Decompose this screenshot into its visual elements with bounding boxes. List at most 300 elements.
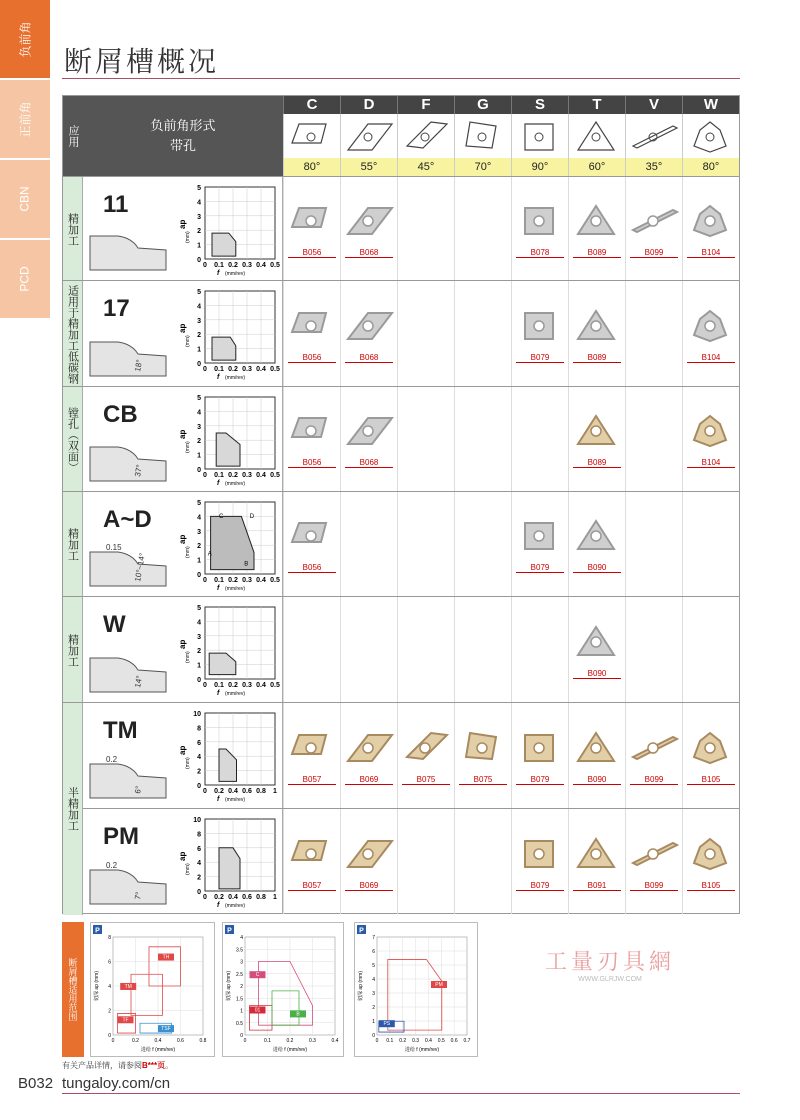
insert-shape-f <box>397 114 454 158</box>
range-chart-y-tick: 0 <box>108 1033 111 1039</box>
insert-image <box>572 200 622 240</box>
chart-range-region <box>212 233 236 256</box>
chart-y-tick: 10 <box>193 711 201 718</box>
chart-y-tick: 1 <box>197 346 201 354</box>
catalog-page-link[interactable]: B079 <box>516 881 564 891</box>
insert-outline <box>407 122 447 148</box>
insert-cell-d <box>340 703 397 808</box>
insert-outline <box>525 124 553 150</box>
insert-hole <box>591 849 601 859</box>
chart-y-tick: 0 <box>197 361 201 368</box>
header-application: 应用 <box>63 96 83 176</box>
chart-x-tick: 0 <box>203 682 207 689</box>
insert-cell-c <box>283 703 340 808</box>
insert-image <box>401 727 451 767</box>
chart-x-label: f <box>217 480 220 487</box>
range-chart-2 <box>222 922 344 1057</box>
chart-x-label: f <box>217 585 220 592</box>
breaker-form-cell <box>83 492 283 596</box>
insert-shape-g <box>454 114 511 158</box>
insert-image <box>287 833 337 873</box>
land-width-label: 0.2 <box>106 756 118 764</box>
edge-profile <box>90 342 166 376</box>
chart-x-tick: 0.4 <box>256 577 266 584</box>
insert-shape-t <box>568 114 625 158</box>
side-tab-negative[interactable]: 负前角 <box>0 0 50 78</box>
chart-x-label: f <box>217 796 220 803</box>
footnote-suffix: 。 <box>165 1061 174 1070</box>
insert-hole <box>705 321 715 331</box>
range-tag-label: PM <box>435 982 443 988</box>
breaker-row-5 <box>63 702 739 831</box>
catalog-page-link[interactable]: B079 <box>516 563 564 573</box>
insert-cell-v <box>625 492 682 596</box>
catalog-page-link[interactable]: B099 <box>630 775 678 785</box>
chart-x-tick: 0.2 <box>214 788 224 795</box>
insert-hole <box>306 321 316 331</box>
insert-cell-w <box>682 703 739 808</box>
column-letter-w: W <box>682 96 739 114</box>
edge-profile-sketch <box>88 228 168 272</box>
insert-cell-f <box>397 492 454 596</box>
chart-y-tick: 5 <box>197 289 201 296</box>
insert-hole <box>648 849 658 859</box>
chart-y-label: ap <box>178 429 187 439</box>
header-form-line2: 带孔 <box>169 138 196 153</box>
watermark-url: WWW.GLRJW.COM <box>578 976 642 983</box>
edge-profile <box>90 236 166 270</box>
chart-frame <box>205 713 275 785</box>
insert-image <box>572 833 622 873</box>
insert-cell-d <box>340 177 397 280</box>
range-chart-x-tick: 0.4 <box>154 1038 162 1044</box>
insert-cell-g <box>454 387 511 491</box>
insert-cell-f <box>397 387 454 491</box>
insert-cell-v <box>625 703 682 808</box>
bottom-range-label: 断屑槽适用范围 <box>62 922 84 1057</box>
catalog-page-link[interactable]: B068 <box>345 353 393 363</box>
chart-y-tick: 0 <box>197 257 201 264</box>
breaker-row-0 <box>63 176 739 280</box>
catalog-page-link[interactable]: B099 <box>630 248 678 258</box>
catalog-page-link[interactable]: B078 <box>516 248 564 258</box>
insert-hole <box>477 743 487 753</box>
insert-cell-s <box>511 387 568 491</box>
footnote-ref[interactable]: B***页 <box>142 1061 166 1070</box>
column-letter-f: F <box>397 96 454 114</box>
breaker-form-cell <box>83 703 283 808</box>
chart-y-unit: (mm) <box>185 757 191 769</box>
breaker-form-cell <box>83 177 283 280</box>
edge-profile <box>90 447 166 481</box>
insert-cell-s <box>511 281 568 386</box>
chart-y-tick: 5 <box>197 500 201 507</box>
insert-hole <box>705 743 715 753</box>
chipbreaker-table <box>62 95 740 914</box>
insert-hole <box>591 531 601 541</box>
catalog-page-link[interactable]: B091 <box>573 881 621 891</box>
range-chart-x-tick: 0.2 <box>132 1038 139 1044</box>
catalog-page-link[interactable]: B079 <box>516 775 564 785</box>
insert-shape-icon <box>287 116 337 156</box>
chart-x-tick: 0.2 <box>228 682 238 689</box>
chart-region-label: D <box>249 513 255 520</box>
chart-y-tick: 0 <box>197 572 201 579</box>
insert-outline <box>633 126 677 148</box>
catalog-page-link[interactable]: B104 <box>687 458 735 468</box>
catalog-page-link[interactable]: B056 <box>288 248 336 258</box>
chart-y-tick: 5 <box>197 395 201 402</box>
insert-hole <box>534 743 544 753</box>
chart-x-tick: 0.2 <box>228 577 238 584</box>
catalog-page-link[interactable]: B105 <box>687 775 735 785</box>
range-chart-y-tick: 6 <box>372 949 375 955</box>
insert-image <box>629 727 679 767</box>
insert-hole <box>591 426 601 436</box>
chart-x-tick: 1 <box>273 894 277 901</box>
insert-hole <box>534 321 544 331</box>
insert-hole <box>363 426 373 436</box>
breaker-name: PM <box>103 823 139 850</box>
chart-y-tick: 3 <box>197 633 201 641</box>
application-range-chart <box>175 391 280 487</box>
chart-x-unit: (mm/rev) <box>225 903 245 909</box>
insert-cell-s <box>511 492 568 596</box>
catalog-page-link[interactable]: B056 <box>288 563 336 573</box>
catalog-page-link[interactable]: B104 <box>687 248 735 258</box>
chart-y-tick: 4 <box>197 199 201 207</box>
range-chart-y-label: 切深 ap (mm) <box>94 970 100 1002</box>
chart-x-unit: (mm/rev) <box>225 481 245 487</box>
column-letter-s: S <box>511 96 568 114</box>
catalog-page-link[interactable]: B068 <box>345 458 393 468</box>
insert-hole <box>648 743 658 753</box>
insert-shape-d <box>340 114 397 158</box>
range-tag-label: 01 <box>254 1007 261 1014</box>
application-range-chart <box>175 496 280 592</box>
chart-x-tick: 0.6 <box>242 894 252 901</box>
chart-y-unit: (mm) <box>185 651 191 663</box>
breaker-row-2 <box>63 386 739 491</box>
title-divider <box>62 78 740 79</box>
breaker-name: TM <box>103 717 138 744</box>
land-width-label: 0.15 <box>106 544 122 552</box>
edge-profile-sketch <box>88 862 168 906</box>
side-tab-positive[interactable]: 正前角 <box>0 80 50 158</box>
insert-image <box>515 200 565 240</box>
p-badge-label: P <box>95 927 100 935</box>
chart-x-unit: (mm/rev) <box>225 375 245 381</box>
side-tabs <box>0 0 50 320</box>
insert-cell-f <box>397 177 454 280</box>
application-range-chart <box>175 181 280 277</box>
edge-profile <box>90 870 166 904</box>
insert-cell-w <box>682 492 739 596</box>
chart-x-tick: 0.1 <box>214 577 224 584</box>
column-letter-c: C <box>283 96 340 114</box>
catalog-page-link[interactable]: B069 <box>345 775 393 785</box>
range-chart-x-tick: 0.6 <box>450 1038 458 1044</box>
chart-x-tick: 0.3 <box>242 366 252 373</box>
column-letter-d: D <box>340 96 397 114</box>
breaker-form-cell <box>83 597 283 702</box>
insert-cell-t <box>568 492 625 596</box>
catalog-page-link[interactable]: B089 <box>573 248 621 258</box>
chart-y-unit: (mm) <box>185 335 191 347</box>
watermark <box>530 945 690 983</box>
range-chart-y-tick: 0.5 <box>236 1020 243 1027</box>
range-chart-y-label: 切深 ap (mm) <box>226 970 232 1002</box>
land-width-label: 0.2 <box>106 862 118 870</box>
catalog-page-link[interactable]: B105 <box>687 881 735 891</box>
insert-image <box>572 621 622 661</box>
insert-image <box>686 833 736 873</box>
column-letter-g: G <box>454 96 511 114</box>
edge-profile <box>90 764 166 798</box>
application-range-chart <box>175 707 280 803</box>
chart-x-tick: 0.4 <box>256 366 266 373</box>
insert-image <box>344 305 394 345</box>
chart-x-tick: 0 <box>203 577 207 584</box>
chart-y-tick: 0 <box>197 783 201 790</box>
insert-cell-v <box>625 809 682 914</box>
insert-cell-g <box>454 177 511 280</box>
watermark-logo-text: 工量刃具網 <box>544 949 675 974</box>
insert-outline <box>348 124 392 150</box>
edge-profile-sketch <box>88 439 168 483</box>
column-angle-g: 70° <box>454 158 511 176</box>
insert-hole <box>534 849 544 859</box>
application-label: 适用于精加工低碳钢 <box>63 281 83 387</box>
chart-y-tick: 2 <box>197 438 201 446</box>
range-chart-x-label: 进给 f (mm/rev) <box>404 1047 440 1053</box>
catalog-page-link[interactable]: B090 <box>573 669 621 679</box>
range-tag-label: C <box>255 972 260 979</box>
range-chart-y-tick: 1.5 <box>236 996 243 1003</box>
edge-profile-sketch <box>88 334 168 378</box>
column-angle-v: 35° <box>625 158 682 176</box>
chart-y-tick: 3 <box>197 317 201 325</box>
insert-cell-t <box>568 703 625 808</box>
side-tab-cbn[interactable]: CBN <box>0 160 50 238</box>
range-chart-y-tick: 2.5 <box>236 971 243 978</box>
range-chart-x-tick: 0.1 <box>264 1038 271 1044</box>
insert-hole <box>306 743 316 753</box>
chart-x-tick: 0.4 <box>228 788 238 795</box>
breaker-row-6 <box>63 808 739 914</box>
insert-image <box>629 833 679 873</box>
insert-outline <box>694 122 726 152</box>
insert-image <box>572 410 622 450</box>
insert-cell-w <box>682 281 739 386</box>
chart-y-tick: 0 <box>197 677 201 684</box>
insert-hole <box>534 216 544 226</box>
range-chart-y-tick: 2 <box>240 984 243 990</box>
footer-divider <box>62 1093 740 1094</box>
insert-cell-f <box>397 281 454 386</box>
chart-y-tick: 1 <box>197 242 201 250</box>
insert-cell-t <box>568 387 625 491</box>
chart-y-unit: (mm) <box>185 231 191 243</box>
footnote-prefix: 有关产品详情，请参阅 <box>62 1061 142 1070</box>
breaker-name: W <box>103 611 126 638</box>
breaker-name: 11 <box>103 191 129 218</box>
chart-x-unit: (mm/rev) <box>225 691 245 697</box>
p-badge-label: P <box>227 927 232 935</box>
insert-shape-s <box>511 114 568 158</box>
insert-hole <box>705 849 715 859</box>
range-chart-x-tick: 0.8 <box>199 1038 207 1044</box>
catalog-page-link[interactable]: B104 <box>687 353 735 363</box>
insert-cell-d <box>340 492 397 596</box>
range-tag-label: TH <box>162 954 170 961</box>
insert-cell-g <box>454 809 511 914</box>
chart-x-tick: 0.5 <box>270 366 280 373</box>
site-link[interactable]: tungaloy.com/cn <box>62 1075 171 1092</box>
insert-shape-c <box>283 114 340 158</box>
range-chart-y-tick: 4 <box>240 935 243 941</box>
catalog-page-link[interactable]: B075 <box>402 775 450 785</box>
range-chart-y-tick: 7 <box>372 935 375 941</box>
catalog-page-link[interactable]: B089 <box>573 458 621 468</box>
insert-cell-c <box>283 387 340 491</box>
insert-cell-d <box>340 387 397 491</box>
catalog-page-link[interactable]: B090 <box>573 563 621 573</box>
chart-x-tick: 0.1 <box>214 366 224 373</box>
insert-hole <box>534 531 544 541</box>
chart-y-label: ap <box>178 323 187 333</box>
chart-y-tick: 4 <box>197 409 201 417</box>
chart-x-tick: 0 <box>203 366 207 373</box>
insert-cell-t <box>568 281 625 386</box>
catalog-page-link[interactable]: B056 <box>288 353 336 363</box>
application-label: 精加工 <box>63 177 83 281</box>
catalog-page-link[interactable]: B099 <box>630 881 678 891</box>
side-tab-pcd[interactable]: PCD <box>0 240 50 318</box>
chart-y-label: ap <box>178 745 187 755</box>
chart-x-tick: 0.1 <box>214 472 224 479</box>
chart-x-tick: 0.6 <box>242 788 252 795</box>
chart-y-tick: 2 <box>197 874 201 882</box>
range-chart-y-tick: 1 <box>240 1008 243 1015</box>
insert-image <box>344 200 394 240</box>
insert-cell-v <box>625 597 682 702</box>
insert-cell-w <box>682 177 739 280</box>
insert-image <box>515 305 565 345</box>
range-chart-y-tick: 3 <box>372 991 375 997</box>
chart-x-tick: 1 <box>273 788 277 795</box>
chart-x-tick: 0.8 <box>256 788 266 795</box>
column-angle-d: 55° <box>340 158 397 176</box>
column-angle-c: 80° <box>283 158 340 176</box>
insert-image <box>287 410 337 450</box>
chart-y-tick: 6 <box>197 845 201 853</box>
insert-cell-d <box>340 281 397 386</box>
chart-y-tick: 10 <box>193 817 201 824</box>
chart-x-tick: 0.2 <box>228 366 238 373</box>
range-chart-x-label: 进给 f (mm/rev) <box>272 1047 308 1053</box>
insert-cell-w <box>682 387 739 491</box>
chart-y-tick: 5 <box>197 605 201 612</box>
range-chart-1-svg <box>91 923 214 1056</box>
catalog-page-link[interactable]: B057 <box>288 881 336 891</box>
range-chart-x-tick: 0.1 <box>386 1038 394 1044</box>
insert-hole <box>705 216 715 226</box>
chart-x-tick: 0.3 <box>242 682 252 689</box>
insert-cell-g <box>454 492 511 596</box>
range-tag-label: TM <box>124 983 132 990</box>
chart-x-tick: 0.1 <box>214 682 224 689</box>
insert-cell-v <box>625 177 682 280</box>
chart-x-tick: 0.3 <box>242 262 252 269</box>
chart-y-tick: 6 <box>197 739 201 747</box>
chart-x-tick: 0.2 <box>214 894 224 901</box>
catalog-page-link[interactable]: B090 <box>573 775 621 785</box>
page-title: 断屑槽概况 <box>64 45 220 78</box>
edge-profile <box>90 552 166 586</box>
catalog-page-link[interactable]: B089 <box>573 353 621 363</box>
chart-y-label: ap <box>178 851 187 861</box>
chart-region-label: A <box>207 551 212 558</box>
insert-image <box>287 200 337 240</box>
chart-x-tick: 0 <box>203 894 207 901</box>
insert-image <box>344 410 394 450</box>
column-angle-t: 60° <box>568 158 625 176</box>
catalog-page-link[interactable]: B057 <box>288 775 336 785</box>
insert-cell-g <box>454 281 511 386</box>
catalog-page-link[interactable]: B079 <box>516 353 564 363</box>
range-chart-y-tick: 3.5 <box>236 947 243 954</box>
page-number: B032 <box>18 1075 54 1092</box>
application-range-chart <box>175 601 280 697</box>
insert-image <box>458 727 508 767</box>
insert-cell-t <box>568 177 625 280</box>
range-chart-y-tick: 5 <box>372 963 375 969</box>
insert-image <box>515 833 565 873</box>
insert-image <box>686 305 736 345</box>
catalog-page-link[interactable]: B069 <box>345 881 393 891</box>
chart-region-label: B <box>244 561 249 568</box>
insert-outline <box>578 122 614 150</box>
range-chart-3 <box>354 922 478 1057</box>
footnote <box>62 1060 173 1071</box>
catalog-page-link[interactable]: B075 <box>459 775 507 785</box>
breaker-name: A~D <box>103 506 152 533</box>
catalog-page-link[interactable]: B056 <box>288 458 336 468</box>
chart-y-tick: 0 <box>197 467 201 474</box>
insert-cell-f <box>397 809 454 914</box>
chart-x-tick: 0.4 <box>228 894 238 901</box>
chart-y-tick: 4 <box>197 860 201 868</box>
insert-hole <box>420 743 430 753</box>
insert-cell-f <box>397 703 454 808</box>
insert-cell-s <box>511 597 568 702</box>
column-letter-t: T <box>568 96 625 114</box>
insert-shape-icon <box>344 116 394 156</box>
insert-cell-s <box>511 177 568 280</box>
rake-angle-label: 37° <box>133 463 145 478</box>
insert-cell-c <box>283 281 340 386</box>
catalog-page-link[interactable]: B068 <box>345 248 393 258</box>
insert-image <box>572 515 622 555</box>
chart-y-tick: 4 <box>197 754 201 762</box>
range-tag-label: PS <box>383 1021 391 1028</box>
chart-x-tick: 0.3 <box>242 577 252 584</box>
insert-cell-c <box>283 492 340 596</box>
breaker-form-cell <box>83 387 283 491</box>
rake-angle-label: 18° <box>133 358 145 373</box>
insert-image <box>686 200 736 240</box>
